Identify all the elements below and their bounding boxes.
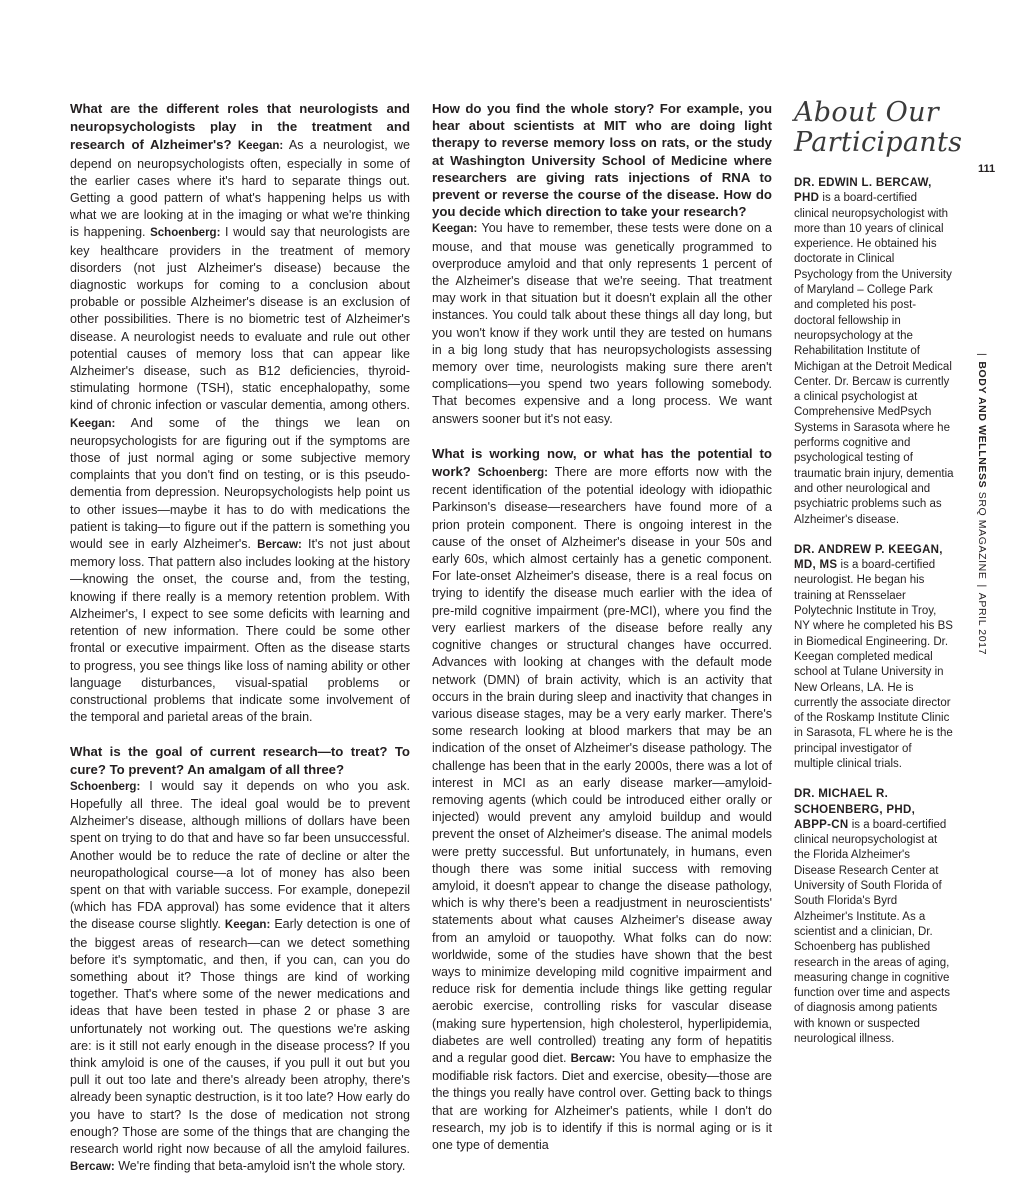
article-column-middle (432, 100, 772, 1154)
running-head (976, 348, 988, 655)
speaker-bercaw: Bercaw: (570, 1052, 616, 1065)
sidebar-title-line1: About Our (794, 97, 939, 128)
question-whole-story: How do you find the whole story? For example, you hear about scientists at MIT who are doing light therapy to reverse memory loss on rats, or the study at Washington University School of Medicine where researchers are giving rats injections of RNA to prevent or reverse the course of the disease. How do you decide which direction to take your research? (432, 101, 772, 220)
answer-text: I would say that neurologists are key healthcare providers in the treatment of memory disorders (not just Alzheimer's disease) because the diagnostic workups for coming to a conclusion about probable or possible Alzheimer's disease is an exclusion of other possibilities. There is no biometric test of Alzheimer's disease. A neurologist needs to evaluate and rule out other potential causes of memory loss that can appear like Alzheimer's disease, such as B12 deficiencies, thyroid-stimulating hormone (TSH), static encephalopathy, some kind of chronic infection or vascular dementia, among others. (70, 225, 410, 413)
answer-text: There are more efforts now with the recent identification of the potential ideology with idiopathic Parkinson's disease—researchers have found more of a prion protein component. There is ongoing interest in the cause of the onset of Alzheimer's disease in your 50s and early 60s, which almost certainly has a genetic component. For late-onset Alzheimer's disease, there is a real focus on trying to identify the disease much earlier with the idea of pre-mild cognitive impairment (pre-MCI), where you find the very earliest markers of the disease before really any cognitive changes or structural changes have occurred. Advances with looking at changes with the default mode network (DMN) of brain activity, which is an activity that occurs in the brain during sleep and inactivity that changes in various disease stages, may be a very early marker. There's some research looking at blood markers that may be an indication of the onset of Alzheimer's disease pathology. The challenge has been that in the early 2000s, there was a lot of interest in MCI as an early disease marker—amyloid-removing agents (which could be introduced either orally or injected) would prevent any amyloid buildup and would prevent the onset of Alzheimer's disease. The animal models were pretty successful. But unfortunately, in humans, even though there was some initial success with removing amyloid, it doesn't appear to change the disease pathology, which is why there's been a readjustment in neuroscientists' statements about what causes Alzheimer's disease away from an amyloid or tauopothy. What folks can do now: worldwide, some of the studies have shown that the best ways to minimize developing mild cognitive impairment and reduce risk for dementia include things like getting regular aerobic exercise, controlling risks for vascular disease (making sure hypertension, high cholesterol, hyperlipidemia, diabetes are well controlled) treating any form of hepatitis and a regular good diet. (432, 465, 772, 1065)
answer-text: As a neurologist, we depend on neuropsychologists often, especially in some of the earlier cases where it's hard to separate things out. Getting a good pattern of what's happening helps us with what we are looking at in the imaging or what we're thinking is happening. (70, 138, 410, 240)
question-working-now: What is working now, or what has the potential to work? (432, 445, 772, 480)
separator: | (976, 584, 988, 588)
speaker-keegan: Keegan: (70, 417, 116, 430)
page-folio (970, 160, 1010, 656)
bio-bercaw (794, 176, 954, 528)
participants-sidebar (794, 97, 963, 1062)
page-number: 111 (978, 163, 996, 175)
answer-text: We're finding that beta-amyloid isn't the whole story. (118, 1159, 406, 1174)
answer-text: And some of the things we lean on neuropsychologists for are figuring out if the symptoms are those of just normal aging or some subjective memory complaints that you don't find on testing, or is this pseudo-dementia from depression. Neuropsychologists help point us to other issues—maybe it has to do with medications the patient is taking—to figure out if the pattern is something you would see in early Alzheimer's. (70, 415, 410, 552)
bio-keegan (794, 543, 954, 772)
qa-block-goal (70, 743, 410, 1176)
speaker-keegan: Keegan: (237, 140, 284, 153)
speaker-schoenberg: Schoenberg: (477, 467, 548, 480)
answer-text: Early detection is one of the biggest areas of research—can we detect something before it's symptomatic, and then, if you can, can you do something about it? Those things are kind of working together. That's where some of the newer medications and ideas that have been tested in phase 2 or phase 3 are unfortunately not working out. The questions we're asking are: is it still not early enough in the disease process? If you think amyloid is one of the causes, if you pull it out but you pull it out too late and there's already been atrophy, there's already been synaptic destruction, is it too late? How early do you have to start? Is the dose of medication not strong enough? Those are some of the things that are changing the research world right now because of all the amyloid failures. (70, 917, 410, 1156)
speaker-schoenberg: Schoenberg: (70, 780, 141, 793)
answer-text: It's not just about memory loss. That pattern also includes looking at the history—knowing the onset, the course and, from the testing, knowing if there really is a memory retention problem. With Alzheimer's, I expect to see some deficits with learning and retention of new information. There could be some other frontal or executive impairment. Often as the disease starts to progress, you see things like loss of naming ability or other language disturbances, visual-spatial problems or constructional problems that indicate some involvement of the temporal and parietal areas of the brain. (70, 537, 410, 725)
qa-block-whole-story (432, 100, 772, 428)
article-column-left (70, 100, 410, 1176)
qa-block-working-now (432, 445, 772, 1154)
separator: | (976, 353, 988, 357)
bio-name: DR. ANDREW P. KEEGAN, MD, MS (794, 543, 943, 572)
sidebar-title (794, 97, 963, 158)
question-roles: What are the different roles that neurologists and neuropsychologists play in the treatment and research of Alzheimer's? (70, 101, 410, 153)
answer-text: You have to emphasize the modifiable risk factors. Diet and exercise, obesity—those are the things you really have control over. Getting back to things that are working for Alzheimer's patients, while I don't do research, my job is to identify if this is normal aging or is it one type of dementia (432, 1050, 773, 1152)
speaker-keegan: Keegan: (224, 919, 271, 932)
bio-name: DR. EDWIN L. BERCAW, PHD (794, 177, 932, 205)
bio-text: is a board-certified neurologist. He began his training at Rensselaer Polytechnic Institute in Troy, NY where he completed his BS in Biomedical Engineering. Dr. Keegan completed medical school at Tulane University in New Orleans, LA. He is currently the associate director of the Roskamp Institute Clinic in Sarasota, FL where he is the principal investigator of multiple clinical trials. (794, 559, 953, 770)
speaker-bercaw: Bercaw: (257, 539, 302, 552)
speaker-schoenberg: Schoenberg: (150, 227, 221, 240)
bio-text: is a board-certified clinical neuropsychologist with more than 10 years of clinical experience. He obtained his doctorate in Clinical Psychology from the University of Maryland – College Park and completed his post-doctoral fellowship in neuropsychology at the Rehabilitation Institute of Michigan at the Detroit Medical Center. Dr. Bercaw is currently a clinical psychologist at Comprehensive MedPsych Systems in Sarasota where he performs cognitive and psychological testing of traumatic brain injury, dementia and other neurological and psychiatric problems such as Alzheimer's disease. (794, 192, 954, 526)
answer-text: I would say it depends on who you ask. Hopefully all three. The ideal goal would be to prevent Alzheimer's disease, although millions of dollars have been spent on trying to do that and have so far been unsuccessful. Another would be to reduce the rate of decline or alter the neuropathological course—a lot of money has also been spent on that with variable success. For example, donepezil (which has FDA approval) has some evidence that it alters the disease course slightly. (70, 778, 410, 932)
section-name: BODY AND WELLNESS (976, 361, 988, 489)
magazine-name: SRQ MAGAZINE (976, 491, 988, 580)
speaker-bercaw: Bercaw: (70, 1161, 115, 1174)
bio-name: DR. MICHAEL R. SCHOENBERG, PHD, ABPP-CN (794, 788, 916, 831)
bio-schoenberg (794, 787, 954, 1047)
speaker-keegan: Keegan: (432, 223, 478, 236)
bio-text: is a board-certified clinical neuropsychologist at the Florida Alzheimer's Disease Research Center at University of South Florida of South Florida's Byrd Alzheimer's Institute. As a scientist and a clinician, Dr. Schoenberg has published research in the areas of aging, measuring change in cognitive function over time and aspects of diagnosis among patients with known or suspected neurological illness. (794, 818, 950, 1046)
question-goal: What is the goal of current research—to treat? To cure? To prevent? An amalgam of all three? (70, 744, 410, 777)
qa-block-roles (70, 100, 410, 726)
issue-date: APRIL 2017 (976, 592, 988, 656)
answer-text: You have to remember, these tests were done on a mouse, and that mouse was genetically programmed to overproduce amyloid and that only represents 1 percent of the Alzheimer's disease that we're seeing. That treatment may work in that situation but it doesn't explain all the other instances. You could talk about these things all day long, but you won't know if they work until they are tested on humans in a big long study that has neuropsychologists assessing memory over time, neurologists making sure there aren't complications—you spend two years following somebody. That becomes expensive and a long process. We want answers sooner but it's not easy. (432, 221, 773, 426)
sidebar-title-line2: Participants (794, 127, 963, 158)
